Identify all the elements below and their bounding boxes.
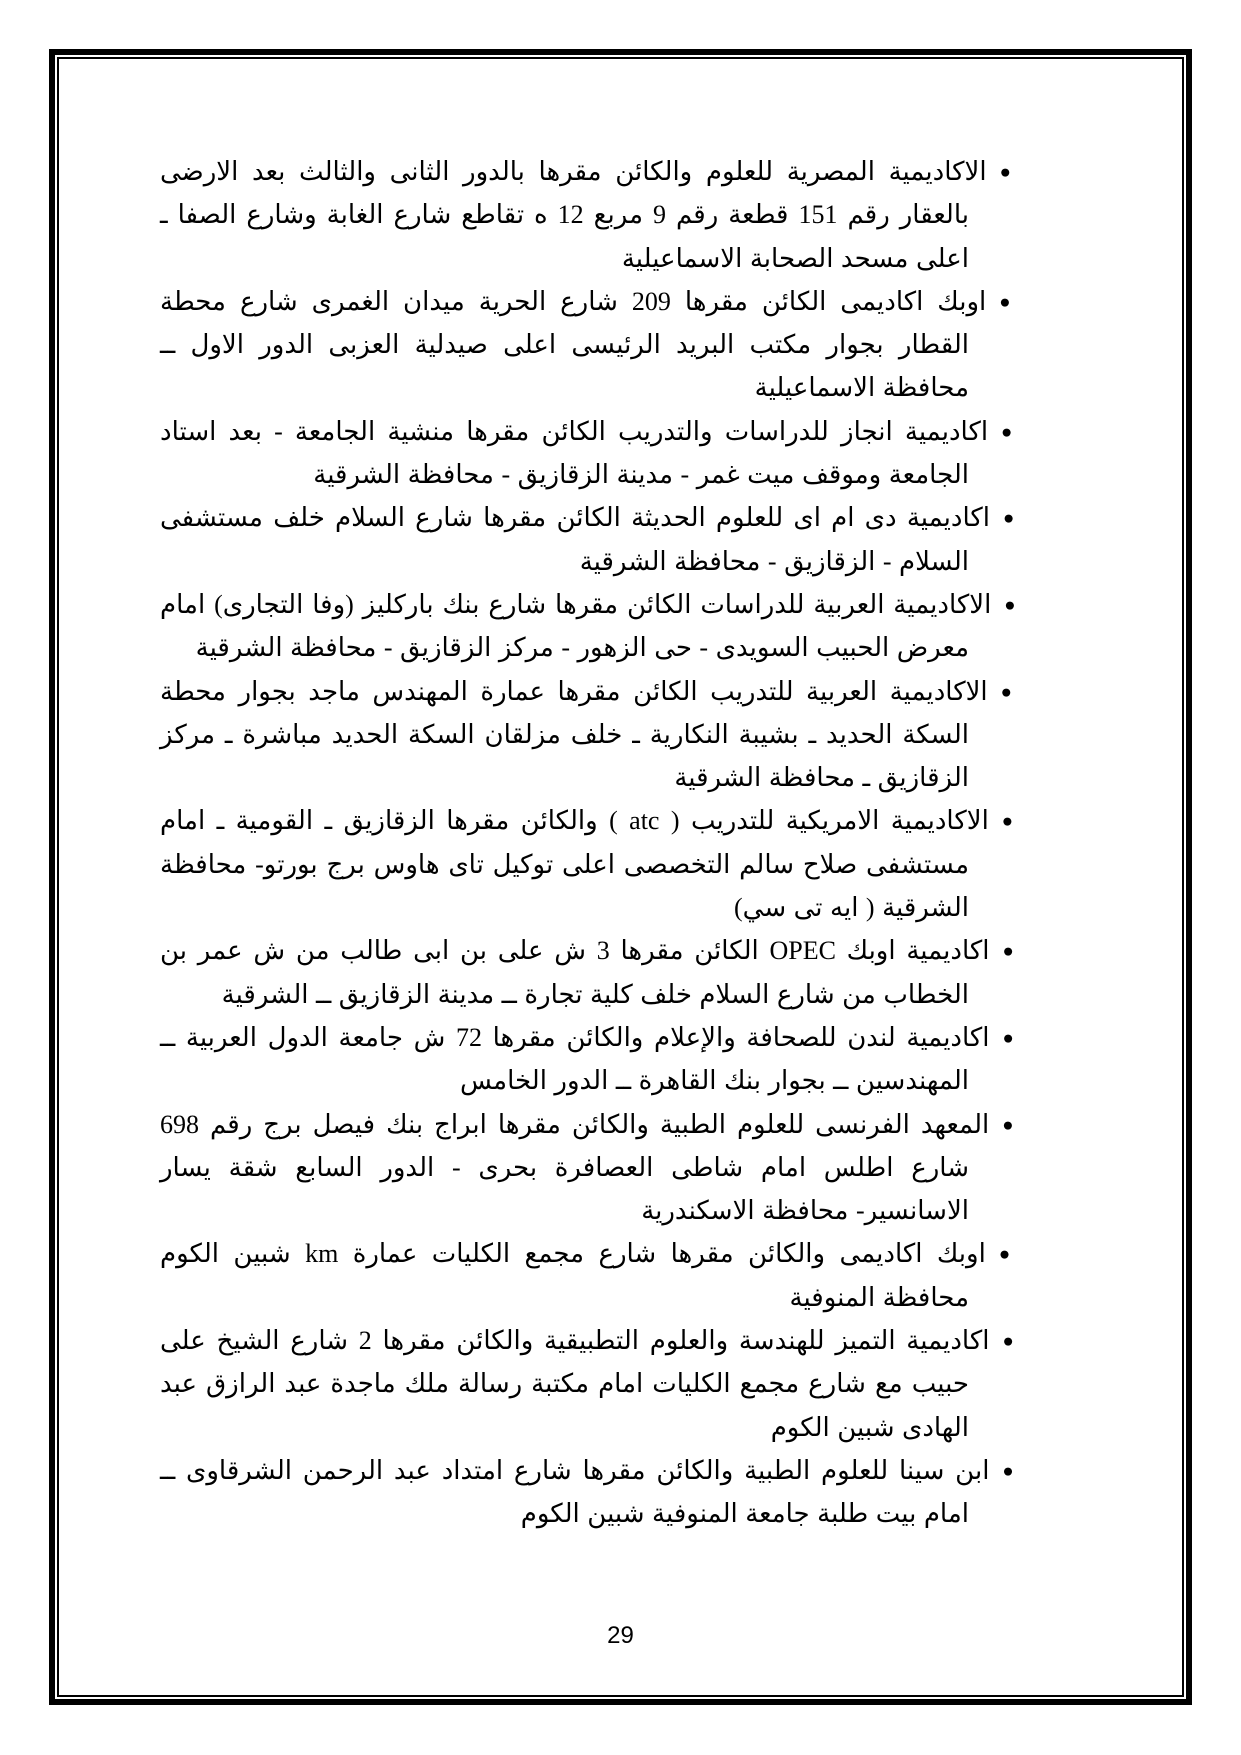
bullet-icon: ● — [1002, 941, 1017, 963]
list-item — [160, 1449, 1017, 1536]
entry-text: الاكاديمية المصرية للعلوم والكائن مقرها بالدور الثانى والثالث بعد الارضى بالعقار رقم 151 قطعة رقم 9 مربع 12 ه تقاطع شارع الغابة وشارع الصفا ـ اعلى مسحد الصحابة الاسماعيلية — [160, 157, 987, 273]
bullet-icon: ● — [999, 162, 1017, 183]
entry-text: اكاديمية التميز للهندسة والعلوم التطبيقية والكائن مقرها 2 شارع الشيخ على حبيب مع شارع مجمع الكليات امام مكتبة رسالة ملك ماجدة عبد الرازق عبد الهادى شبين الكوم — [160, 1326, 990, 1442]
list-item — [160, 583, 1017, 670]
entry-text: اوبك اكاديمى والكائن مقرها شارع مجمع الكليات عمارة km شبين الكوم محافظة المنوفية — [160, 1239, 986, 1312]
bullet-icon: ● — [1000, 681, 1018, 703]
bullet-icon: ● — [1002, 1027, 1018, 1049]
list-item — [160, 1232, 1017, 1319]
page-number: 29 — [607, 1622, 634, 1649]
bullet-icon: ● — [1002, 1460, 1017, 1482]
bullet-icon: ● — [1004, 594, 1017, 616]
entry-text: اكاديمية لندن للصحافة والإعلام والكائن مقرها 72 ش جامعة الدول العربية ــ المهندسين ــ بجوار بنك القاهرة ــ الدور الخامس — [160, 1022, 990, 1096]
list-item — [160, 799, 1017, 929]
bullet-icon: ● — [1002, 1114, 1018, 1136]
entry-text: اكاديمية دى ام اى للعلوم الحديثة الكائن مقرها شارع السلام خلف مستشفى السلام - الزقازيق - محافظة الشرقية — [160, 503, 990, 576]
list-item — [160, 1319, 1017, 1449]
list-item — [160, 670, 1017, 800]
bullet-icon: ● — [1002, 508, 1017, 530]
bullet-icon: ● — [1001, 421, 1017, 443]
entry-text: الاكاديمية الامريكية للتدريب ( atc ) والكائن مقرها الزقازيق ـ القومية ـ امام مستشفى صلاح سالم التخصصى اعلى توكيل تاى هاوس برج بورتو- محافظة الشرقية ( ايه تى سي) — [160, 806, 989, 923]
entry-text: اكاديمية انجاز للدراسات والتدريب الكائن مقرها منشية الجامعة - بعد استاد الجامعة وموقف ميت غمر - مدينة الزقازيق - محافظة الشرقية — [160, 416, 989, 490]
list-item — [160, 1016, 1017, 1103]
entry-text: المعهد الفرنسى للعلوم الطبية والكائن مقرها ابراج بنك فيصل برج رقم 698 شارع اطلس امام شاطى العصافرة بحرى - الدور السابع شقة يسار الاسانسير- محافظة الاسكندرية — [160, 1109, 990, 1226]
list-item — [160, 496, 1017, 583]
bullet-icon: ● — [1002, 1331, 1017, 1353]
list-item — [160, 929, 1017, 1016]
page-footer — [160, 1622, 1081, 1650]
entry-text: الاكاديمية العربية للدراسات الكائن مقرها شارع بنك باركليز (وفا التجارى) امام معرض الحبيب السويدى - حى الزهور - مركز الزقازيق - محافظة الشرقية — [160, 589, 992, 663]
list-item — [160, 150, 1017, 280]
bullet-icon: ● — [998, 1244, 1017, 1266]
bullet-icon: ● — [999, 291, 1017, 313]
list-item — [160, 410, 1017, 497]
entry-text: اكاديمية اوبك OPEC الكائن مقرها 3 ش على بن ابى طالب من ش عمر بن الخطاب من شارع السلام خلف كلية تجارة ــ مدينة الزقازيق ــ الشرقية — [160, 936, 990, 1009]
bullet-icon: ● — [1001, 811, 1018, 833]
list-item — [160, 1103, 1017, 1233]
entry-text: الاكاديمية العربية للتدريب الكائن مقرها عمارة المهندس ماجد بجوار محطة السكة الحديد ـ بشيبة النكارية ـ خلف مزلقان السكة الحديد مباشرة ـ مركز الزقازيق ـ محافظة الشرقية — [160, 676, 988, 793]
entry-text: ابن سينا للعلوم الطبية والكائن مقرها شارع امتداد عبد الرحمن الشرقاوى ــ امام بيت طلبة جامعة المنوفية شبين الكوم — [160, 1455, 990, 1529]
list-item — [160, 280, 1017, 410]
entry-text: اوبك اكاديمى الكائن مقرها 209 شارع الحرية ميدان الغمرى شارع محطة القطار بجوار مكتب البريد الرئيسى اعلى صيدلية العزبى الدور الاول ــ محافظة الاسماعيلية — [160, 286, 987, 403]
address-list — [160, 150, 1017, 1536]
